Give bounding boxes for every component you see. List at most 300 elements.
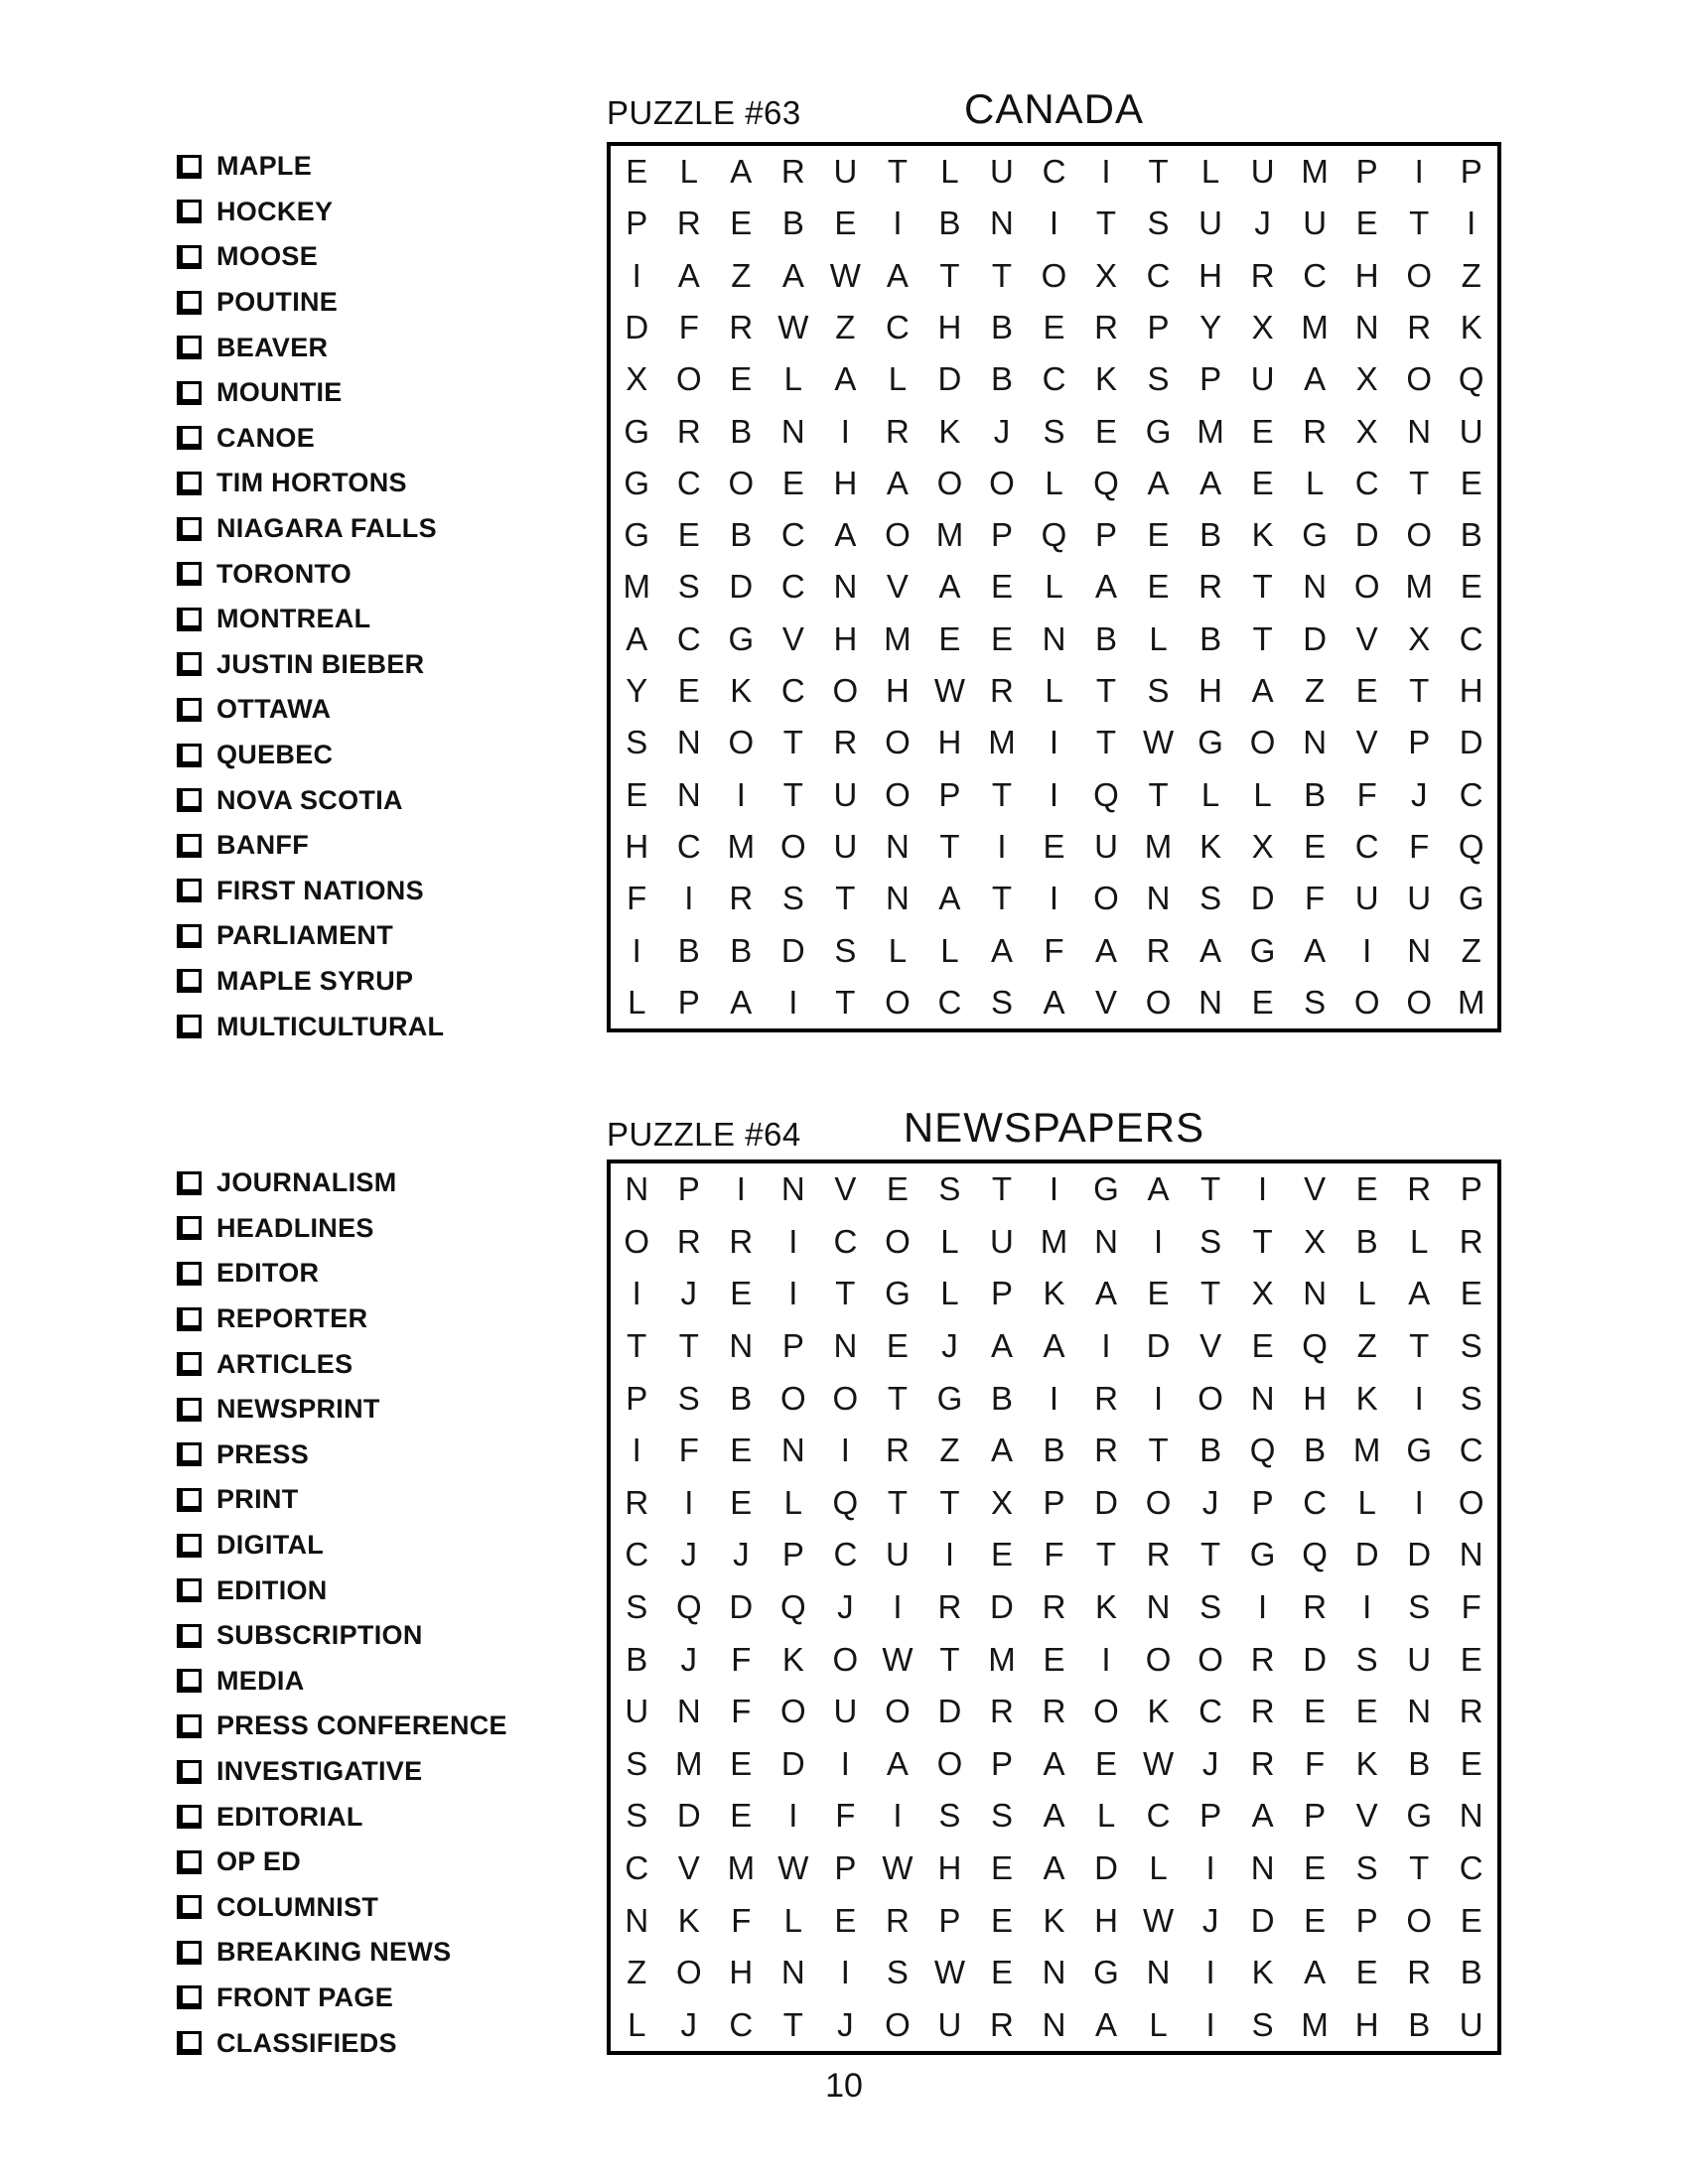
- grid-letter: S: [990, 1797, 1013, 1835]
- word-list-item: [177, 1523, 507, 1569]
- grid-letter: A: [1408, 1275, 1431, 1312]
- grid-letter: P: [1355, 153, 1378, 191]
- grid-letter: N: [1042, 1954, 1066, 1991]
- grid-letter: C: [676, 464, 701, 501]
- grid-letter: K: [730, 672, 753, 710]
- grid-letter: L: [1357, 1275, 1376, 1312]
- grid-letter: H: [729, 1954, 754, 1991]
- grid-letter: B: [1408, 2005, 1431, 2043]
- grid-letter: S: [677, 568, 700, 606]
- word-label: EDITION: [216, 1574, 328, 1605]
- grid-letter: E: [1355, 672, 1378, 710]
- word-label: BEAVER: [216, 332, 329, 362]
- grid-letter: T: [1199, 1275, 1221, 1312]
- grid-letter: A: [990, 1432, 1013, 1469]
- checkbox-icon[interactable]: [177, 1262, 202, 1286]
- grid-letter: E: [1304, 1848, 1327, 1886]
- grid-letter: G: [1093, 1954, 1119, 1991]
- grid-letter: I: [944, 1536, 955, 1573]
- grid-letter: E: [626, 775, 648, 813]
- grid-letter: S: [626, 1744, 648, 1782]
- grid-letter: F: [1356, 775, 1377, 813]
- grid-letter: O: [624, 1222, 650, 1260]
- grid-letter: B: [1408, 1744, 1431, 1782]
- grid-letter: F: [731, 1901, 752, 1939]
- grid-letter: I: [840, 1432, 850, 1469]
- grid-letter: R: [1094, 1379, 1118, 1417]
- grid-letter: S: [834, 931, 857, 969]
- grid-letter: U: [1407, 880, 1432, 917]
- grid-letter: S: [781, 880, 804, 917]
- grid-letter: R: [676, 1222, 701, 1260]
- puzzle-63-letter-grid: [607, 142, 1501, 1032]
- grid-letter: J: [680, 2005, 698, 2043]
- grid-letter: N: [885, 827, 910, 865]
- word-list-item: [177, 597, 444, 642]
- grid-letter: O: [936, 464, 963, 501]
- checkbox-icon[interactable]: [177, 426, 202, 450]
- grid-letter: B: [990, 360, 1013, 398]
- grid-letter: C: [1459, 1848, 1483, 1886]
- grid-letter: E: [1043, 1640, 1065, 1678]
- grid-letter: T: [1252, 568, 1273, 606]
- checkbox-icon[interactable]: [177, 1941, 202, 1965]
- checkbox-icon[interactable]: [177, 1015, 202, 1038]
- grid-letter: T: [1409, 672, 1430, 710]
- grid-letter: S: [677, 1379, 700, 1417]
- checkbox-icon[interactable]: [177, 1760, 202, 1784]
- grid-letter: P: [1304, 1797, 1327, 1835]
- checkbox-icon[interactable]: [177, 562, 202, 586]
- checkbox-icon[interactable]: [177, 969, 202, 993]
- grid-letter: L: [1045, 464, 1063, 501]
- grid-letter: C: [1146, 1797, 1171, 1835]
- grid-letter: K: [1095, 360, 1118, 398]
- checkbox-icon[interactable]: [177, 788, 202, 812]
- grid-letter: H: [833, 619, 858, 657]
- grid-letter: L: [888, 931, 908, 969]
- checkbox-icon[interactable]: [177, 1488, 202, 1512]
- grid-letter: E: [730, 1432, 753, 1469]
- grid-letter: B: [1199, 619, 1222, 657]
- grid-letter: Z: [627, 1954, 647, 1991]
- grid-letter: N: [729, 1327, 754, 1365]
- grid-letter: K: [1460, 309, 1482, 346]
- checkbox-icon[interactable]: [177, 1398, 202, 1422]
- grid-letter: I: [1258, 1587, 1268, 1625]
- grid-letter: K: [1095, 1587, 1118, 1625]
- grid-letter: R: [990, 1693, 1014, 1730]
- grid-letter: T: [939, 827, 960, 865]
- word-list-item: [177, 1251, 507, 1297]
- word-label: JUSTIN BIEBER: [216, 648, 425, 679]
- grid-letter: R: [990, 672, 1014, 710]
- grid-letter: C: [625, 1848, 649, 1886]
- grid-letter: E: [1147, 1275, 1170, 1312]
- grid-letter: U: [1250, 360, 1275, 398]
- grid-letter: A: [730, 983, 753, 1021]
- checkbox-icon[interactable]: [177, 608, 202, 631]
- grid-letter: K: [1355, 1744, 1378, 1782]
- checkbox-icon[interactable]: [177, 1352, 202, 1376]
- word-label: HOCKEY: [216, 196, 334, 226]
- grid-letter: N: [1198, 983, 1222, 1021]
- grid-letter: X: [1355, 412, 1378, 450]
- grid-letter: I: [1414, 153, 1424, 191]
- grid-letter: Z: [939, 1432, 960, 1469]
- grid-letter: T: [991, 256, 1013, 294]
- grid-letter: R: [1459, 1222, 1483, 1260]
- checkbox-icon[interactable]: [177, 1895, 202, 1919]
- word-label: NIAGARA FALLS: [216, 513, 437, 544]
- grid-letter: R: [1094, 309, 1118, 346]
- grid-letter: V: [834, 1170, 857, 1208]
- checkbox-icon[interactable]: [177, 1805, 202, 1829]
- checkbox-icon[interactable]: [177, 698, 202, 722]
- grid-letter: E: [990, 1536, 1013, 1573]
- grid-letter: O: [1249, 724, 1276, 761]
- word-label: PRESS CONFERENCE: [216, 1710, 507, 1741]
- grid-letter: V: [1355, 619, 1378, 657]
- grid-letter: E: [781, 464, 804, 501]
- grid-letter: L: [1096, 1797, 1116, 1835]
- grid-letter: L: [888, 360, 908, 398]
- checkbox-icon[interactable]: [177, 1850, 202, 1874]
- grid-letter: B: [1460, 516, 1482, 554]
- grid-letter: O: [1093, 1693, 1119, 1730]
- grid-letter: S: [1147, 205, 1170, 242]
- grid-letter: O: [780, 827, 806, 865]
- checkbox-icon[interactable]: [177, 1669, 202, 1693]
- grid-letter: J: [941, 1327, 958, 1365]
- grid-letter: C: [1042, 360, 1066, 398]
- checkbox-icon[interactable]: [177, 879, 202, 902]
- grid-letter: U: [1459, 412, 1483, 450]
- grid-letter: C: [676, 827, 701, 865]
- grid-letter: G: [624, 464, 650, 501]
- word-label: JOURNALISM: [216, 1167, 397, 1198]
- grid-letter: Q: [1302, 1536, 1328, 1573]
- grid-letter: E: [677, 516, 700, 554]
- grid-letter: G: [885, 1275, 911, 1312]
- grid-letter: T: [627, 1327, 647, 1365]
- grid-letter: C: [937, 983, 962, 1021]
- grid-letter: G: [624, 516, 650, 554]
- grid-letter: J: [837, 1587, 854, 1625]
- word-label: TORONTO: [216, 558, 352, 589]
- grid-letter: L: [679, 153, 698, 191]
- grid-letter: D: [1459, 724, 1483, 761]
- word-label: BREAKING NEWS: [216, 1937, 452, 1968]
- grid-letter: B: [990, 309, 1013, 346]
- grid-letter: E: [1095, 1744, 1118, 1782]
- grid-letter: E: [730, 1483, 753, 1521]
- checkbox-icon[interactable]: [177, 1985, 202, 2009]
- checkbox-icon[interactable]: [177, 155, 202, 179]
- grid-letter: E: [1355, 1954, 1378, 1991]
- word-list-item: [177, 733, 444, 778]
- grid-letter: G: [624, 412, 650, 450]
- grid-letter: B: [730, 412, 753, 450]
- grid-letter: H: [1354, 2005, 1379, 2043]
- grid-letter: L: [1357, 1483, 1376, 1521]
- grid-letter: Q: [1093, 464, 1119, 501]
- word-list-item: [177, 1885, 507, 1931]
- grid-letter: J: [680, 1536, 698, 1573]
- grid-letter: E: [1460, 568, 1482, 606]
- grid-letter: L: [1149, 2005, 1168, 2043]
- grid-letter: E: [1251, 1327, 1274, 1365]
- grid-letter: C: [1146, 256, 1171, 294]
- grid-letter: D: [625, 309, 649, 346]
- word-list-item: [177, 370, 444, 416]
- checkbox-icon[interactable]: [177, 245, 202, 269]
- checkbox-icon[interactable]: [177, 2031, 202, 2055]
- word-label: PRINT: [216, 1484, 299, 1515]
- checkbox-icon[interactable]: [177, 1307, 202, 1331]
- grid-letter: T: [887, 1379, 908, 1417]
- word-list-item: [177, 1613, 507, 1659]
- grid-letter: E: [990, 1848, 1013, 1886]
- grid-letter: C: [676, 619, 701, 657]
- grid-letter: E: [1460, 1275, 1482, 1312]
- grid-letter: I: [893, 1797, 903, 1835]
- grid-letter: E: [886, 1327, 909, 1365]
- grid-letter: O: [1406, 1901, 1433, 1939]
- word-list-item: [177, 1160, 507, 1206]
- grid-letter: E: [730, 1275, 753, 1312]
- word-label: BANFF: [216, 830, 309, 861]
- grid-letter: R: [885, 1901, 910, 1939]
- grid-letter: S: [938, 1797, 961, 1835]
- grid-letter: S: [1147, 360, 1170, 398]
- word-list-item: [177, 1568, 507, 1613]
- grid-letter: E: [1304, 1901, 1327, 1939]
- grid-letter: H: [937, 309, 962, 346]
- grid-letter: O: [885, 516, 911, 554]
- grid-letter: K: [1043, 1901, 1065, 1939]
- grid-letter: E: [1095, 412, 1118, 450]
- grid-letter: E: [1043, 309, 1065, 346]
- grid-letter: D: [780, 931, 805, 969]
- grid-letter: R: [1250, 1640, 1275, 1678]
- grid-letter: B: [1043, 1432, 1065, 1469]
- grid-letter: D: [1303, 1640, 1328, 1678]
- grid-letter: E: [1460, 1744, 1482, 1782]
- grid-letter: A: [938, 880, 961, 917]
- grid-letter: F: [1044, 931, 1064, 969]
- grid-letter: R: [1250, 1744, 1275, 1782]
- grid-letter: I: [788, 1797, 798, 1835]
- checkbox-icon[interactable]: [177, 291, 202, 315]
- grid-letter: L: [1200, 153, 1220, 191]
- grid-letter: P: [1355, 1901, 1378, 1939]
- grid-letter: I: [1049, 724, 1059, 761]
- grid-letter: R: [1094, 1432, 1118, 1469]
- grid-letter: I: [684, 880, 694, 917]
- grid-letter: A: [834, 516, 857, 554]
- checkbox-icon[interactable]: [177, 1578, 202, 1602]
- checkbox-icon[interactable]: [177, 472, 202, 495]
- grid-letter: R: [937, 1587, 962, 1625]
- grid-letter: E: [886, 1170, 909, 1208]
- grid-letter: H: [1303, 1379, 1328, 1417]
- word-list-item: [177, 1004, 444, 1049]
- checkbox-icon[interactable]: [177, 517, 202, 541]
- grid-letter: S: [1460, 1327, 1482, 1365]
- grid-letter: I: [684, 1483, 694, 1521]
- checkbox-icon[interactable]: [177, 1171, 202, 1195]
- grid-letter: V: [1355, 724, 1378, 761]
- checkbox-icon[interactable]: [177, 652, 202, 676]
- grid-letter: R: [1042, 1587, 1066, 1625]
- grid-letter: N: [1042, 2005, 1066, 2043]
- grid-letter: C: [780, 672, 805, 710]
- word-list-item: [177, 144, 444, 190]
- grid-letter: S: [1147, 672, 1170, 710]
- grid-letter: G: [936, 1379, 963, 1417]
- grid-letter: T: [1095, 1536, 1117, 1573]
- grid-letter: M: [727, 1848, 756, 1886]
- grid-letter: J: [1201, 1483, 1219, 1521]
- grid-letter: G: [728, 619, 755, 657]
- grid-letter: E: [1355, 1693, 1378, 1730]
- grid-letter: L: [1045, 568, 1063, 606]
- word-label: QUEBEC: [216, 740, 334, 770]
- grid-letter: D: [676, 1797, 701, 1835]
- puzzle-63-word-list: [177, 144, 444, 1049]
- grid-letter: B: [730, 931, 753, 969]
- word-list-item: [177, 506, 444, 552]
- grid-letter: Q: [780, 1587, 806, 1625]
- grid-letter: P: [1251, 1483, 1274, 1521]
- grid-letter: F: [835, 1797, 856, 1835]
- grid-letter: T: [1199, 1536, 1221, 1573]
- puzzle-63-label: PUZZLE #63: [607, 94, 801, 131]
- checkbox-icon[interactable]: [177, 336, 202, 359]
- grid-letter: D: [1094, 1483, 1118, 1521]
- grid-letter: M: [1144, 827, 1173, 865]
- grid-letter: D: [729, 1587, 754, 1625]
- grid-letter: H: [1354, 256, 1379, 294]
- grid-letter: T: [782, 2005, 803, 2043]
- grid-letter: P: [1408, 724, 1431, 761]
- grid-letter: C: [780, 516, 805, 554]
- grid-letter: A: [1147, 1170, 1170, 1208]
- checkbox-icon[interactable]: [177, 1714, 202, 1738]
- checkbox-icon[interactable]: [177, 200, 202, 223]
- grid-letter: T: [835, 880, 856, 917]
- grid-letter: V: [1355, 1797, 1378, 1835]
- grid-letter: C: [625, 1536, 649, 1573]
- grid-letter: I: [893, 1587, 903, 1625]
- grid-letter: E: [730, 360, 753, 398]
- grid-letter: R: [885, 1432, 910, 1469]
- grid-letter: U: [1198, 205, 1222, 242]
- checkbox-icon[interactable]: [177, 834, 202, 858]
- grid-letter: O: [1145, 983, 1172, 1021]
- checkbox-icon[interactable]: [177, 1216, 202, 1240]
- grid-letter: A: [886, 464, 909, 501]
- grid-letter: H: [937, 1848, 962, 1886]
- word-list-item: [177, 2020, 507, 2066]
- checkbox-icon[interactable]: [177, 1624, 202, 1648]
- grid-letter: P: [781, 1536, 804, 1573]
- grid-letter: I: [840, 412, 850, 450]
- word-list-item: [177, 1794, 507, 1840]
- grid-letter: C: [1459, 1432, 1483, 1469]
- grid-letter: C: [1459, 619, 1483, 657]
- grid-letter: O: [1145, 1483, 1172, 1521]
- checkbox-icon[interactable]: [177, 1442, 202, 1466]
- grid-letter: W: [829, 256, 861, 294]
- grid-letter: T: [887, 153, 908, 191]
- grid-letter: Y: [1199, 309, 1222, 346]
- grid-letter: I: [1362, 931, 1372, 969]
- grid-letter: E: [677, 672, 700, 710]
- grid-letter: X: [626, 360, 648, 398]
- grid-letter: R: [1250, 256, 1275, 294]
- checkbox-icon[interactable]: [177, 381, 202, 405]
- grid-letter: N: [1303, 1275, 1328, 1312]
- grid-letter: A: [1043, 1744, 1065, 1782]
- word-list-item: [177, 1433, 507, 1478]
- grid-letter: T: [835, 983, 856, 1021]
- grid-letter: M: [1301, 2005, 1329, 2043]
- grid-letter: N: [1407, 412, 1432, 450]
- grid-letter: P: [938, 1901, 961, 1939]
- grid-letter: C: [1459, 775, 1483, 813]
- grid-letter: B: [730, 1379, 753, 1417]
- grid-letter: E: [1147, 568, 1170, 606]
- puzzle-64-label: PUZZLE #64: [607, 1116, 801, 1153]
- word-list-item: [177, 461, 444, 506]
- grid-letter: P: [1043, 1483, 1065, 1521]
- grid-letter: S: [1251, 2005, 1274, 2043]
- grid-letter: D: [1146, 1327, 1171, 1365]
- checkbox-icon[interactable]: [177, 924, 202, 948]
- grid-letter: E: [990, 1954, 1013, 1991]
- word-label: MAPLE: [216, 151, 312, 182]
- checkbox-icon[interactable]: [177, 744, 202, 767]
- checkbox-icon[interactable]: [177, 1534, 202, 1558]
- grid-letter: U: [1407, 1640, 1432, 1678]
- grid-letter: G: [1406, 1432, 1433, 1469]
- grid-letter: N: [1094, 1222, 1118, 1260]
- grid-letter: T: [835, 1275, 856, 1312]
- grid-letter: F: [1305, 880, 1326, 917]
- grid-letter: K: [1251, 516, 1274, 554]
- grid-letter: N: [1146, 1587, 1171, 1625]
- grid-letter: U: [625, 1693, 649, 1730]
- word-label: CLASSIFIEDS: [216, 2027, 397, 2058]
- grid-letter: I: [893, 205, 903, 242]
- grid-letter: Q: [1093, 775, 1119, 813]
- grid-letter: L: [1149, 619, 1168, 657]
- grid-letter: I: [1049, 205, 1059, 242]
- word-label: PARLIAMENT: [216, 920, 393, 951]
- word-list-item: [177, 1387, 507, 1433]
- grid-letter: R: [1407, 1954, 1432, 1991]
- grid-letter: N: [1146, 880, 1171, 917]
- grid-letter: E: [1251, 464, 1274, 501]
- grid-letter: H: [1198, 256, 1222, 294]
- grid-letter: X: [1251, 827, 1274, 865]
- grid-letter: I: [1049, 775, 1059, 813]
- grid-letter: S: [626, 1587, 648, 1625]
- grid-letter: X: [1408, 619, 1431, 657]
- grid-letter: U: [833, 153, 858, 191]
